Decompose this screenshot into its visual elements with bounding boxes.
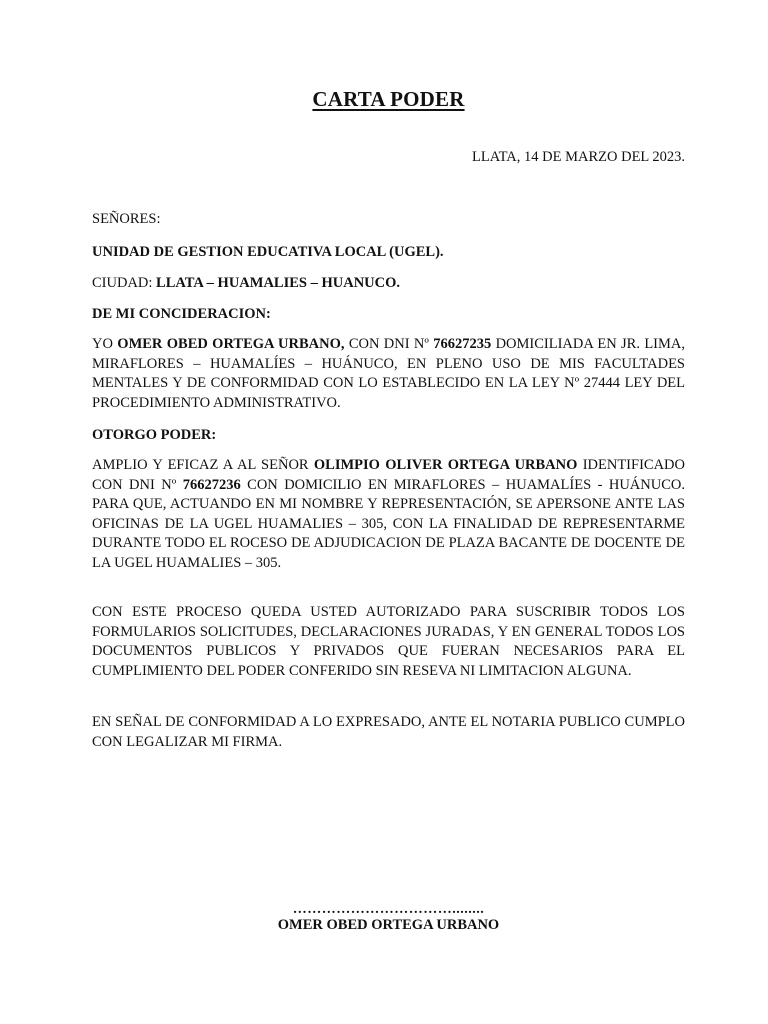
- paragraph-text: DOMICILIADA EN JR. LIMA, MIRAFLORES – HUAMALÍES – HUÁNUCO, EN PLENO USO DE MIS FACULTADES MENTALES Y DE CONFORMIDAD CON LO ESTABLECIDO EN LA LEY Nº 27444 LEY DEL PROCEDIMIENTO ADMINISTRATIVO.: [92, 336, 685, 411]
- paragraph-authorization: CON ESTE PROCESO QUEDA USTED AUTORIZADO PARA SUSCRIBIR TODOS LOS FORMULARIOS SOLICITUDES, DECLARACIONES JURADAS, Y EN GENERAL TODOS LOS DOCUMENTOS PUBLICOS Y PRIVADOS QUE FUERAN NECESARIOS PARA EL CUMPLIMIENTO DEL PODER CONFERIDO SIN RESEVA NI LIMITACION ALGUNA.: [92, 604, 685, 679]
- paragraph-text: YO: [92, 336, 118, 352]
- grant-heading: OTORGO PODER:: [92, 427, 217, 443]
- greeting: DE MI CONCIDERACION:: [92, 306, 271, 322]
- representative-dni: 76627236: [182, 476, 241, 493]
- signature-line: ……………………………........: [292, 902, 485, 917]
- city-value: LLATA – HUAMALIES – HUANUCO.: [156, 275, 401, 291]
- representative-name: OLIMPIO OLIVER ORTEGA URBANO: [313, 457, 578, 473]
- paragraph-closing: EN SEÑAL DE CONFORMIDAD A LO EXPRESADO, ANTE EL NOTARIA PUBLICO CUMPLO CON LEGALIZAR MI FIRMA.: [92, 714, 685, 750]
- declarant-name: OMER OBED ORTEGA URBANO,: [117, 336, 345, 352]
- paragraph-grant: [92, 456, 685, 574]
- paragraph-declarant: [92, 335, 685, 413]
- recipient: UNIDAD DE GESTION EDUCATIVA LOCAL (UGEL).: [92, 244, 444, 260]
- paragraph-text: CON DNI Nº: [344, 336, 434, 352]
- declarant-dni: 76627235: [433, 336, 492, 352]
- document-title: CARTA PODER: [312, 87, 465, 111]
- city-line: [92, 274, 685, 294]
- city-label: CIUDAD:: [92, 275, 157, 291]
- document-page: [92, 0, 685, 1024]
- signature-name: OMER OBED ORTEGA URBANO: [277, 917, 500, 933]
- paragraph-text: CON DOMICILIO EN MIRAFLORES – HUAMALÍES - HUÁNUCO. PARA QUE, ACTUANDO EN MI NOMBRE Y REPRESENTACIÓN, SE APERSONE ANTE LAS OFICINAS DE LA UGEL HUAMALIES – 305, CON LA FINALIDAD DE REPRESENTARME DURANTE TODO EL ROCESO DE ADJUDICACION DE PLAZA BACANTE DE DOCENTE DE LA UGEL HUAMALIES – 305.: [92, 476, 685, 571]
- paragraph-text: AMPLIO Y EFICAZ A AL SEÑOR: [92, 457, 314, 473]
- paragraph-text: IDENTIFICADO CON DNI Nº: [92, 457, 685, 493]
- date-line: LLATA, 14 DE MARZO DEL 2023.: [472, 149, 685, 165]
- salutation: SEÑORES:: [92, 211, 161, 227]
